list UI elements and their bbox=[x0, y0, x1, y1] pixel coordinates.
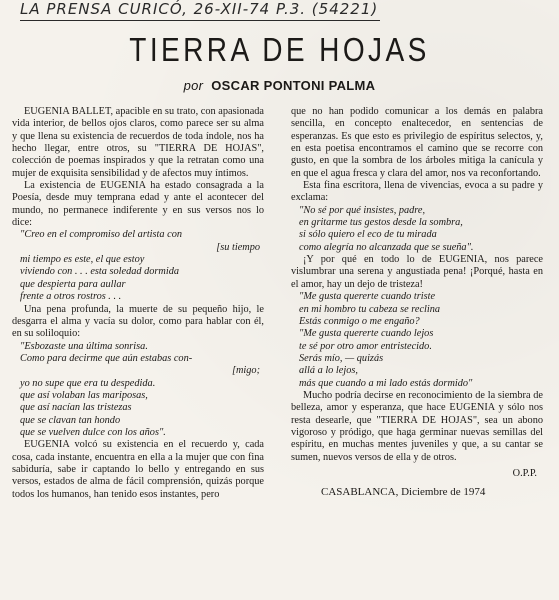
right-column bbox=[291, 106, 543, 499]
verse-line: [su tiempo bbox=[216, 241, 260, 253]
verse-line: si sólo quiero el eco de tu mirada bbox=[299, 229, 437, 241]
verse-line: más que cuando a mi lado estás dormido" bbox=[299, 377, 473, 389]
verse-line: en gritarme tus gestos desde la sombra, bbox=[299, 217, 463, 229]
paragraph: La existencia de EUGENIA ha estado consagrada a la Poesía, desde muy temprana edad y ante el acontecer del mundo, no permanece indiferente y en sus versos nos lo dice: bbox=[12, 180, 264, 229]
paragraph: EUGENIA volcó su existencia en el recuerdo y, cada cosa, cada instante, encuentra en ella a la mujer que con fina sabiduría, sabe ir captando lo bello y entregando en sus versos, estados de alma de fácil comprensión, quizás porque todos los humanos, han tenido esos instantes, pero bbox=[12, 439, 264, 500]
verse-line: Serás mío, — quizás bbox=[299, 352, 384, 364]
verse-line: mi tiempo es este, el que estoy bbox=[20, 254, 145, 266]
verse-line: que así volaban las mariposas, bbox=[20, 389, 148, 401]
verse-line: allá a lo lejos, bbox=[299, 365, 358, 377]
paragraph: ¡Y por qué en todo lo de EUGENIA, nos parece vislumbrar una serena y angustiada pena! ¡Porqué, hasta en el amor, hay un dejo de tristeza! bbox=[291, 254, 543, 290]
paragraph: que no han podido comunicar a los demás en palabra sencilla, en concepto enaltecedor, en sentencias de esperanzas. Es que esto es privilegio de espíritus selectos, y, en esta poetisa encontramos el camino que se recorre con gusto, en que la sombra de los árboles mitiga la canícula y en que el agua fresca y clara del amor, nos va reconfortando. bbox=[291, 106, 543, 179]
verse-line: "Esbozaste una última sonrisa. bbox=[20, 340, 148, 352]
byline-prefix: por bbox=[183, 78, 204, 93]
verse-line: viviendo con . . . esta soledad dormida bbox=[20, 266, 180, 278]
signature-initials: O.P.P. bbox=[512, 467, 537, 479]
verse-line: "Creo en el compromiso del artista con bbox=[20, 229, 182, 241]
paragraph: Mucho podría decirse en reconocimiento de la siembra de belleza, amor y esperanza, que hace EUGENIA y sólo nos resta desearle, que "TIERRA DE HOJAS", sea un abono vigoroso y pródigo, que haga germinar nuevas semillas del espíritu, en muchas mentes juveniles y que, a su cantar se sumen, nuevos versos de ella y de otros. bbox=[291, 389, 543, 463]
verse-line: "Me gusta quererte cuando lejos bbox=[299, 328, 434, 340]
verse-line: "Me gusta quererte cuando triste bbox=[299, 291, 436, 303]
verse-line: Estás conmigo o me engaño? bbox=[299, 315, 420, 327]
byline bbox=[0, 78, 559, 93]
handwritten-source-note: LA PRENSA CURICÓ, 26-XII-74 P.3. (54221) bbox=[20, 0, 380, 21]
verse-line: que se clavan tan hondo bbox=[20, 414, 121, 426]
verse-line: yo no supe que era tu despedida. bbox=[20, 377, 156, 389]
verse-line: "No sé por qué insistes, padre, bbox=[299, 204, 426, 216]
paragraph: Esta fina escritora, llena de vivencias, evoca a su padre y exclama: bbox=[291, 180, 543, 204]
verse-quote bbox=[12, 341, 264, 440]
verse-line: que así nacían las tristezas bbox=[20, 402, 132, 414]
paragraph: Una pena profunda, la muerte de su pequeño hijo, le desgarra el alma y vacía su dolor, como para hablar con él, en su soliloquio: bbox=[12, 303, 264, 340]
place-date: CASABLANCA, Diciembre de 1974 bbox=[321, 486, 486, 499]
left-column bbox=[12, 106, 264, 501]
author-name: OSCAR PONTONI PALMA bbox=[211, 78, 376, 93]
paragraph: EUGENIA BALLET, apacible en su trato, con apasionada vida interior, de bellos ojos claros, como parece ser su alma y que llena su existencia de recuerdos de toda índole, nos ha hecho llegar, entre otros, su "TIERRA DE HOJAS", colección de poemas inspirados y que la retratan como una mujer de exquisita sensibilidad y de afectos muy íntimos. bbox=[12, 106, 264, 179]
article-title: TIERRA DE HOJAS bbox=[129, 31, 430, 68]
verse-quote bbox=[291, 205, 543, 254]
verse-line: que se vuelven dulce con los años". bbox=[20, 426, 166, 438]
verse-line: te sé por otro amor entristecido. bbox=[299, 340, 432, 352]
verse-line: como alegría no alcanzada que se sueña". bbox=[299, 241, 474, 253]
verse-line: que despierta para aullar bbox=[20, 278, 126, 290]
verse-quote bbox=[12, 229, 264, 303]
verse-line: Como para decirme que aún estabas con- bbox=[20, 352, 193, 364]
verse-line: [migo; bbox=[231, 365, 260, 377]
verse-quote bbox=[291, 291, 543, 390]
verse-line: en mi hombro tu cabeza se reclina bbox=[299, 303, 441, 315]
verse-line: frente a otros rostros . . . bbox=[20, 291, 122, 303]
